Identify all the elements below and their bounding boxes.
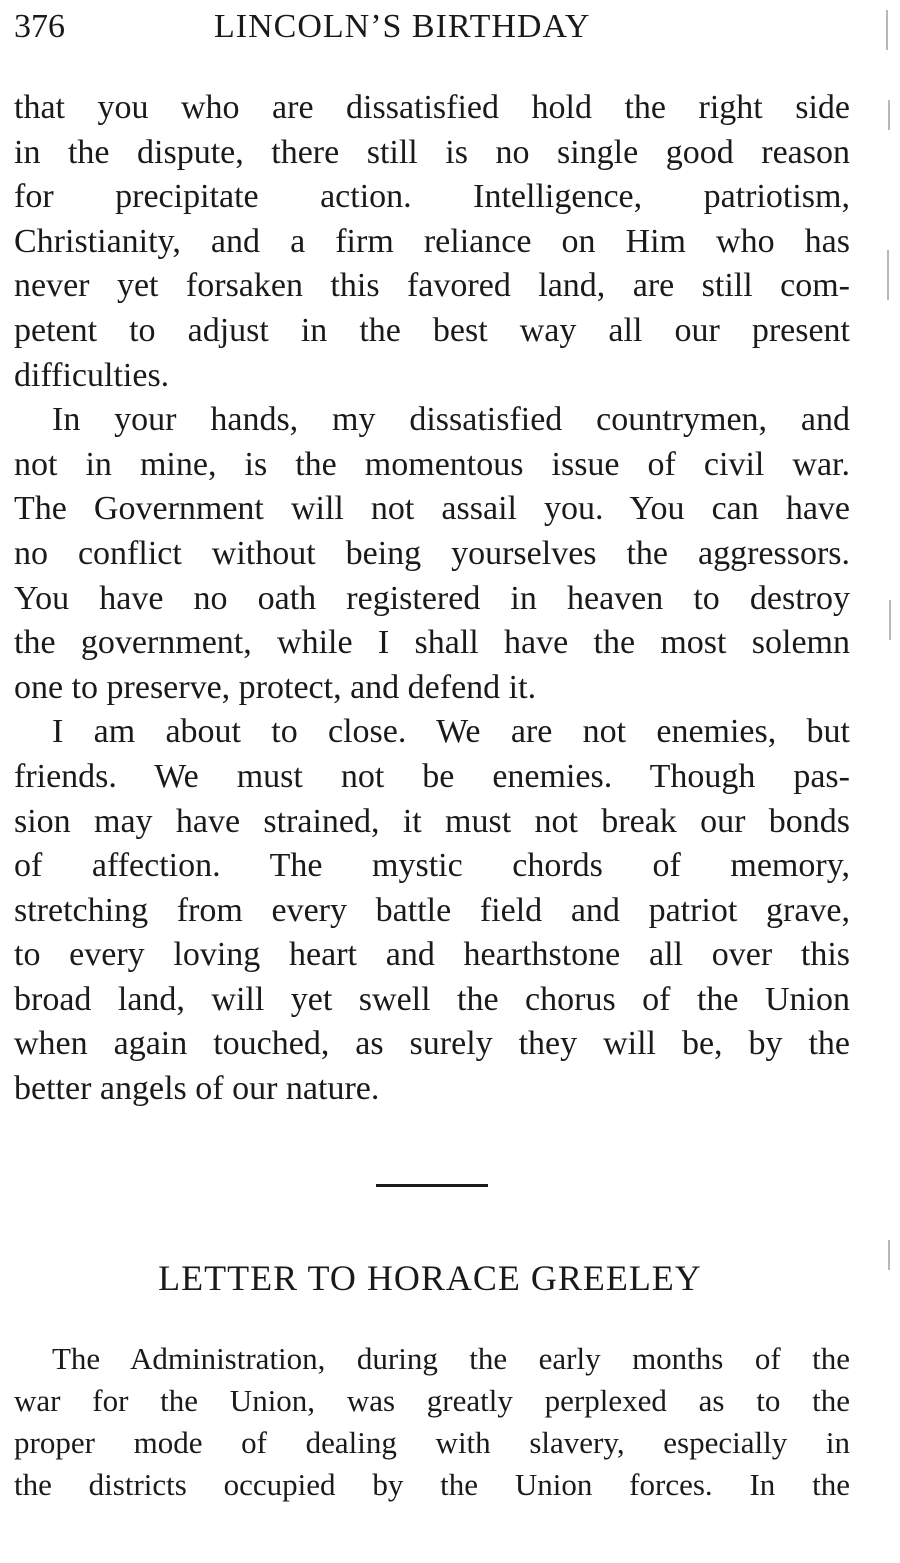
text-line: of affection. The mystic chords of memory, bbox=[14, 847, 850, 885]
text-line: proper mode of dealing with slavery, especially in bbox=[14, 1425, 850, 1460]
scan-speck bbox=[888, 100, 890, 130]
text-line: difficulties. bbox=[14, 356, 170, 394]
scan-speck bbox=[889, 600, 891, 640]
text-line: The Government will not assail you. You can have bbox=[14, 490, 850, 528]
section-divider bbox=[376, 1184, 488, 1187]
page-number: 376 bbox=[14, 8, 65, 45]
text-line: war for the Union, was greatly perplexed as to the bbox=[14, 1383, 850, 1418]
text-line: The Administration, during the early months of the bbox=[52, 1341, 850, 1376]
text-line: I am about to close. We are not enemies, but bbox=[52, 713, 850, 751]
text-line: friends. We must not be enemies. Though pas- bbox=[14, 757, 850, 795]
text-line: not in mine, is the momentous issue of civil war. bbox=[14, 445, 850, 483]
paragraph bbox=[14, 710, 850, 1111]
text-line: better angels of our nature. bbox=[14, 1070, 380, 1108]
running-head: LINCOLN’S BIRTHDAY bbox=[214, 8, 591, 45]
text-line: one to preserve, protect, and defend it. bbox=[14, 668, 537, 706]
scan-speck bbox=[888, 1240, 890, 1270]
page-header bbox=[14, 2, 850, 52]
text-line: in the dispute, there still is no single good reason bbox=[14, 133, 850, 171]
text-line: broad land, will yet swell the chorus of the Union bbox=[14, 980, 850, 1018]
text-line: petent to adjust in the best way all our present bbox=[14, 311, 850, 349]
text-line: for precipitate action. Intelligence, patriotism, bbox=[14, 178, 850, 216]
text-line: sion may have strained, it must not break our bonds bbox=[14, 802, 850, 840]
speech-text bbox=[14, 86, 850, 1112]
section-title: LETTER TO HORACE GREELEY bbox=[158, 1258, 702, 1298]
text-line: never yet forsaken this favored land, are still com- bbox=[14, 267, 850, 305]
text-line: stretching from every battle field and patriot grave, bbox=[14, 891, 850, 929]
text-line: You have no oath registered in heaven to destroy bbox=[14, 579, 850, 617]
section-intro bbox=[14, 1338, 850, 1506]
paragraph bbox=[14, 86, 850, 398]
text-line: the districts occupied by the Union forces. In the bbox=[14, 1467, 850, 1502]
scan-speck bbox=[886, 10, 888, 50]
text-line: to every loving heart and hearthstone all over this bbox=[14, 936, 850, 974]
text-line: Christianity, and a firm reliance on Him who has bbox=[14, 222, 850, 260]
text-line: no conflict without being yourselves the aggressors. bbox=[14, 534, 850, 572]
text-line: that you who are dissatisfied hold the right side bbox=[14, 89, 850, 126]
scan-speck bbox=[887, 250, 889, 300]
paragraph bbox=[14, 398, 850, 710]
text-line: the government, while I shall have the most solemn bbox=[14, 624, 850, 662]
text-line: when again touched, as surely they will be, by the bbox=[14, 1025, 850, 1063]
text-line: In your hands, my dissatisfied countrymen, and bbox=[52, 401, 850, 439]
